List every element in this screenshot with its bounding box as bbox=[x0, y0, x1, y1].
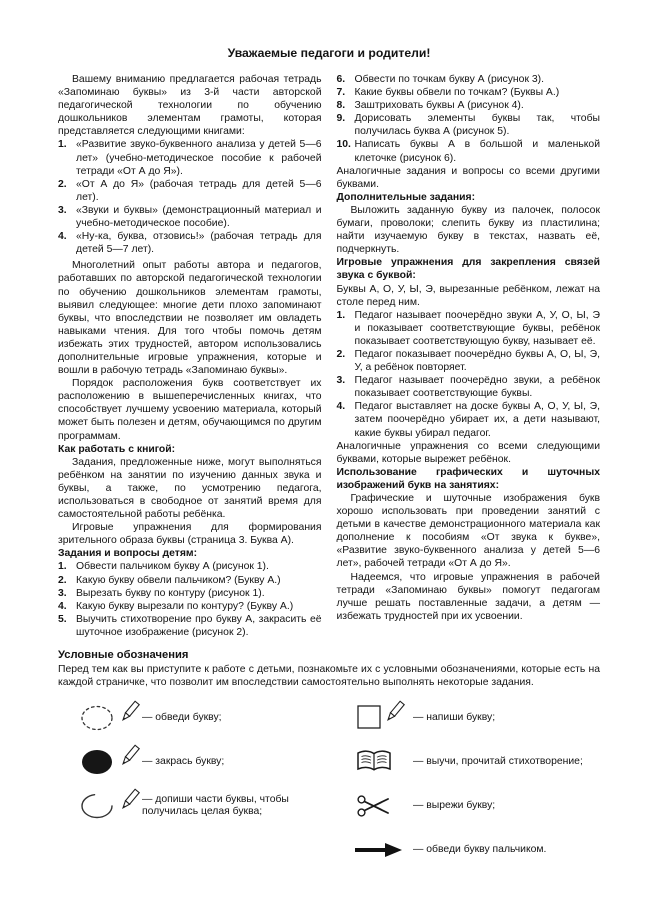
legend-item-read bbox=[351, 745, 600, 779]
book-list-item bbox=[58, 204, 322, 230]
task-list-item bbox=[58, 560, 322, 573]
list-text: Какую букву вырезали по контуру? (Букву А.) bbox=[76, 600, 294, 612]
legend-title: Условные обозначения bbox=[58, 649, 189, 662]
list-number: 8. bbox=[336, 100, 346, 112]
section-heading-usage: Использование графических и шуточных изображений букв на занятиях: bbox=[336, 466, 600, 491]
task-list-item bbox=[337, 112, 601, 138]
list-text: Выучить стихотворение про букву А, закрасить её шуточное изображение (рисунок 2). bbox=[76, 613, 322, 638]
read-poem-book-icon bbox=[351, 745, 413, 779]
list-number: 9. bbox=[336, 113, 346, 125]
task-list-item bbox=[337, 99, 601, 112]
list-number: 7. bbox=[336, 87, 346, 99]
additional-paragraph: Выложить заданную букву из палочек, полосок бумаги, проволоки; слепить букву из пластилина; найти изучаемую букву в текстах, назвать её, подчеркнуть. bbox=[336, 204, 600, 256]
list-number: 3. bbox=[58, 587, 67, 599]
list-number: 1. bbox=[336, 309, 346, 321]
list-text: Вырезать букву по контуру (рисунок 1). bbox=[76, 587, 265, 599]
intro-paragraph: Вашему вниманию предлагается рабочая тетрадь «Запоминаю буквы» из 3-й части авторской педагогической технологии по обучению дошкольников элементам грамоты, которая представляется следующими книгами: bbox=[58, 74, 322, 138]
finger-trace-arrow-icon bbox=[351, 833, 413, 867]
section-heading-how-to-work: Как работать с книгой: bbox=[58, 443, 176, 455]
section-heading-additional: Дополнительные задания: bbox=[336, 191, 476, 203]
legend-item-trace bbox=[80, 701, 329, 735]
legend-label: — обведи букву пальчиком. bbox=[413, 843, 547, 855]
legend-intro: Перед тем как вы приступите к работе с детьми, познакомьте их с условными обозначениями, которые есть на каждой страничке, что позволит им впоследствии самостоятельно выполнять некоторые задания. bbox=[58, 664, 600, 689]
legend-section bbox=[58, 649, 600, 877]
how-paragraph: Задания, предложенные ниже, могут выполняться ребёнком на занятии по изучению данных звука и буквы, а также, по усмотрению педагога, использоваться в свободное от занятий время для самостоятельной работы ребёнка. bbox=[58, 456, 322, 521]
experience-paragraph: Многолетний опыт работы автора и педагогов, работавших по авторской педагогической технологии по обучению дошкольников элементам грамоты, выявил следующее: многие дети плохо запоминают буквы, что впоследствии не позволяет им овладеть навыками чтения. Для того чтобы помочь детям избежать этих трудностей, автором использовались дополнительные игровые упражнения, которые и вошли в рабочую тетрадь «Запоминаю буквы». bbox=[58, 260, 322, 377]
legend-label: — допиши части буквы, чтобы получилась целая буква; bbox=[142, 793, 289, 818]
write-letter-square-pencil-icon bbox=[351, 701, 413, 735]
order-paragraph: Порядок расположения букв соответствует их расположению в вышеперечисленных книгах, что способствует лучшему усвоению материала, который может быть полезен и детям, обучающимся по другим программам. bbox=[58, 378, 322, 442]
list-number: 4. bbox=[58, 231, 67, 243]
left-column bbox=[58, 73, 322, 639]
list-number: 1. bbox=[58, 561, 67, 573]
visual-image-paragraph: Игровые упражнения для формирования зрительного образа буквы (страница 3. Буква А). bbox=[58, 522, 322, 547]
list-text: Педагог показывает поочерёдно буквы А, О, Ы, Э, У, а ребёнок повторяет. bbox=[354, 348, 600, 374]
game-list-item bbox=[337, 348, 601, 374]
similar-exercises-paragraph: Аналогичные упражнения со всеми следующими буквами, которые вырежет ребёнок. bbox=[336, 440, 600, 465]
list-number: 4. bbox=[336, 401, 346, 413]
hope-paragraph: Надеемся, что игровые упражнения в рабочей тетради «Запоминаю буквы» помогут педагогам лучше решать поставленные задачи, а детям — избежать трудностей при их усвоении. bbox=[336, 571, 600, 622]
task-list-item bbox=[337, 73, 601, 86]
game-list-item bbox=[337, 374, 601, 400]
legend-right-column bbox=[329, 697, 600, 877]
list-number: 3. bbox=[58, 204, 67, 216]
two-column-text bbox=[58, 73, 600, 639]
list-number: 5. bbox=[58, 613, 67, 625]
list-number: 2. bbox=[336, 348, 346, 360]
list-text: Обвести пальчиком букву А (рисунок 1). bbox=[76, 561, 269, 573]
list-text: «Ну-ка, буква, отзовись!» (рабочая тетрадь для детей 5—7 лет). bbox=[76, 231, 322, 256]
section-heading-games: Игровые упражнения для закрепления связей звука с буквой: bbox=[336, 257, 600, 282]
legend-label: — напиши букву; bbox=[413, 711, 496, 723]
page-title: Уважаемые педагоги и родители! bbox=[227, 46, 431, 60]
trace-letter-dotted-circle-pencil-icon bbox=[80, 701, 142, 735]
list-text: Какие буквы обвели по точкам? (Буквы А.) bbox=[354, 87, 560, 99]
list-text: «Развитие звуко-буквенного анализа у детей 5—6 лет» (учебно-методическое пособие к рабочей тетради «От А до Я»). bbox=[76, 139, 322, 177]
legend-item-fill bbox=[80, 745, 329, 779]
list-number: 2. bbox=[58, 574, 67, 586]
list-text: Педагог называет поочерёдно звуки А, У, О, Ы, Э и показывает соответствующие буквы, ребёнок показывает соответствующую букву, называет её. bbox=[354, 309, 600, 347]
legend-item-complete bbox=[80, 789, 329, 823]
task-list-item bbox=[337, 138, 601, 164]
list-number: 10. bbox=[336, 139, 351, 151]
task-list-item bbox=[337, 86, 601, 99]
task-list-item bbox=[58, 613, 322, 639]
list-number: 6. bbox=[336, 74, 346, 85]
list-text: «Звуки и буквы» (демонстрационный материал и учебно-методическое пособие). bbox=[76, 204, 322, 230]
list-number: 2. bbox=[58, 178, 67, 190]
legend-label: — вырежи букву; bbox=[413, 799, 496, 811]
similar-tasks-paragraph: Аналогичные задания и вопросы со всеми другими буквами. bbox=[336, 165, 600, 190]
right-column bbox=[337, 73, 601, 639]
task-list-item bbox=[58, 587, 322, 600]
game-list-item bbox=[337, 400, 601, 439]
list-text: Заштриховать буквы А (рисунок 4). bbox=[354, 100, 524, 112]
list-number: 1. bbox=[58, 139, 67, 151]
task-list-item bbox=[58, 600, 322, 613]
legend-item-write bbox=[351, 701, 600, 735]
list-text: Педагог называет поочерёдно звуки, а ребёнок показывает соответствующие буквы. bbox=[354, 375, 600, 400]
legend-item-finger-trace bbox=[351, 833, 600, 867]
legend-label: — выучи, прочитай стихотворение; bbox=[413, 755, 583, 767]
list-text: Педагог выставляет на доске буквы А, О, У, Ы, Э, затем поочерёдно убирает их, а дети называют, какие буквы убирал педагог. bbox=[354, 401, 600, 439]
complete-letter-open-circle-pencil-icon bbox=[80, 789, 142, 823]
book-list-item bbox=[58, 230, 322, 256]
task-list-item bbox=[58, 574, 322, 587]
legend-grid bbox=[58, 697, 600, 877]
legend-item-cut bbox=[351, 789, 600, 823]
list-text: Обвести по точкам букву А (рисунок 3). bbox=[354, 74, 545, 85]
list-number: 3. bbox=[336, 375, 346, 387]
games-intro-paragraph: Буквы А, О, У, Ы, Э, вырезанные ребёнком, лежат на столе перед ним. bbox=[336, 283, 600, 308]
list-text: «От А до Я» (рабочая тетрадь для детей 5—6 лет). bbox=[76, 178, 322, 203]
game-list-item bbox=[337, 309, 601, 348]
book-list-item bbox=[58, 178, 322, 204]
fill-letter-black-circle-pencil-icon bbox=[80, 745, 142, 779]
legend-label: — обведи букву; bbox=[142, 711, 222, 723]
usage-paragraph: Графические и шуточные изображения букв хорошо использовать при проведении занятий с детьми в качестве демонстрационного материала как дополнение к пособиям «От звука к букве», «Развитие звуко-буквенного анализа у детей 5—6 лет», рабочей тетради «От А до Я». bbox=[336, 493, 600, 570]
section-heading-tasks: Задания и вопросы детям: bbox=[58, 548, 198, 560]
cut-letter-scissors-icon bbox=[351, 789, 413, 823]
list-text: Дорисовать элементы буквы так, чтобы получилась буква А (рисунок 5). bbox=[354, 113, 600, 138]
list-text: Какую букву обвели пальчиком? (Букву А.) bbox=[76, 574, 281, 586]
book-list-item bbox=[58, 138, 322, 177]
legend-label: — закрась букву; bbox=[142, 755, 225, 767]
legend-left-column bbox=[58, 697, 329, 877]
list-text: Написать буквы А в большой и маленькой клеточке (рисунок 6). bbox=[354, 139, 600, 164]
list-number: 4. bbox=[58, 600, 67, 612]
